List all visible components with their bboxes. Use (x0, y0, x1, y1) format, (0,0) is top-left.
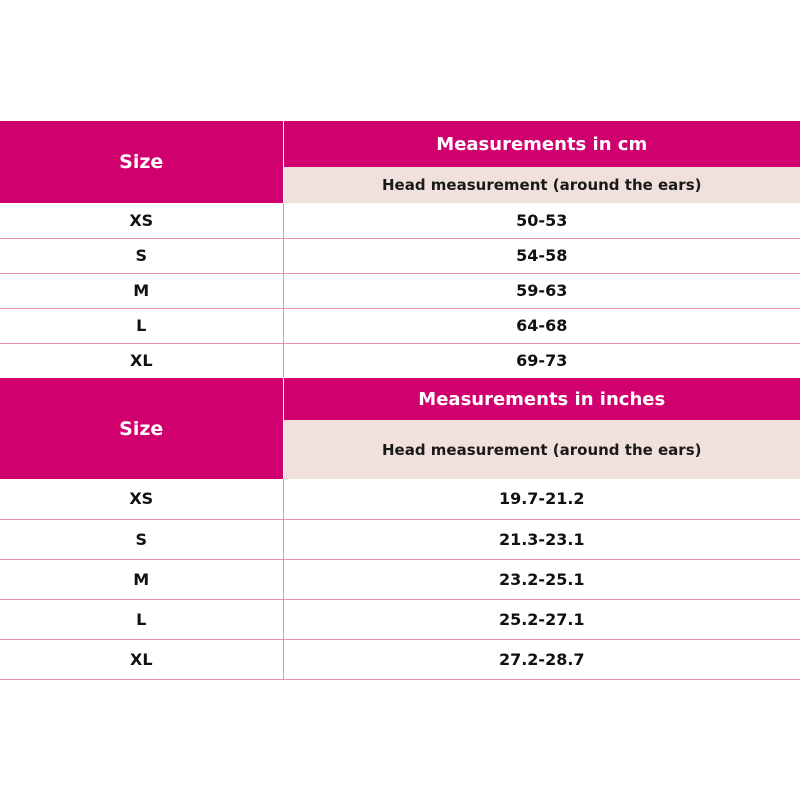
measurement-cell: 23.2-25.1 (283, 559, 800, 599)
measurement-subheader: Head measurement (around the ears) (283, 420, 800, 479)
measurement-subheader: Head measurement (around the ears) (283, 167, 800, 203)
size-cell: XL (0, 343, 283, 378)
size-cell: S (0, 519, 283, 559)
size-table-inches (0, 378, 800, 680)
table-header-row (0, 121, 800, 167)
size-cell: XS (0, 479, 283, 519)
size-column-header: Size (0, 121, 283, 203)
table-row (0, 479, 800, 519)
table-row (0, 599, 800, 639)
table-row (0, 273, 800, 308)
size-cell: L (0, 308, 283, 343)
table-row (0, 238, 800, 273)
size-cell: XL (0, 639, 283, 679)
measurement-cell: 59-63 (283, 273, 800, 308)
unit-header: Measurements in cm (283, 121, 800, 167)
measurement-cell: 21.3-23.1 (283, 519, 800, 559)
table-row (0, 639, 800, 679)
table-header-row (0, 378, 800, 420)
table-row (0, 343, 800, 378)
measurement-cell: 27.2-28.7 (283, 639, 800, 679)
measurement-cell: 19.7-21.2 (283, 479, 800, 519)
measurement-cell: 69-73 (283, 343, 800, 378)
size-cell: M (0, 273, 283, 308)
table-row (0, 308, 800, 343)
unit-header: Measurements in inches (283, 378, 800, 420)
measurement-cell: 50-53 (283, 203, 800, 238)
size-cell: S (0, 238, 283, 273)
table-row (0, 203, 800, 238)
size-cell: M (0, 559, 283, 599)
measurement-cell: 64-68 (283, 308, 800, 343)
size-table-cm (0, 121, 800, 379)
size-cell: XS (0, 203, 283, 238)
size-column-header: Size (0, 378, 283, 479)
measurement-cell: 54-58 (283, 238, 800, 273)
measurement-cell: 25.2-27.1 (283, 599, 800, 639)
table-row (0, 519, 800, 559)
table-row (0, 559, 800, 599)
size-cell: L (0, 599, 283, 639)
